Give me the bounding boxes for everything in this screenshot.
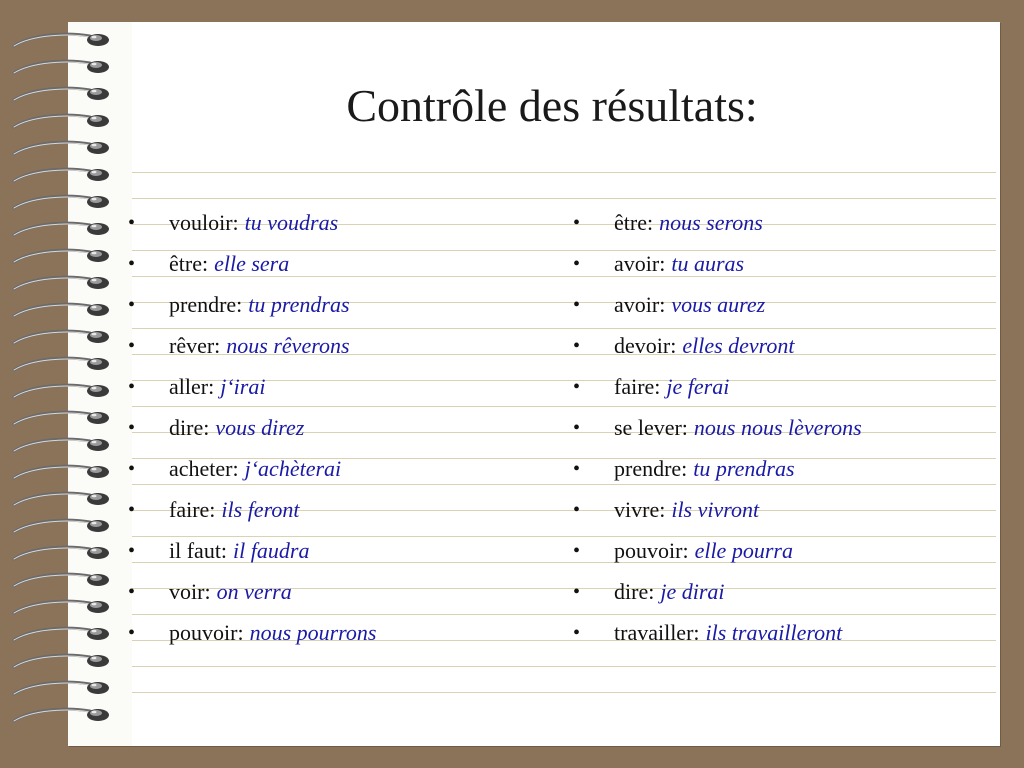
future-tense-answer: tu voudras [244,210,339,235]
spiral-coil-icon [12,705,112,725]
list-item [128,245,558,286]
list-item [573,491,993,532]
verb-label: avoir: [614,251,666,276]
bullet-icon: • [573,417,581,439]
future-tense-answer: tu prendras [248,292,350,317]
spiral-coil-icon [12,30,112,50]
verb-label: aller: [169,374,215,399]
right-answer-list [573,204,993,655]
bullet-icon: • [573,335,581,357]
future-tense-answer: elle sera [214,251,290,276]
list-item [573,368,993,409]
bullet-icon: • [128,622,136,644]
rule-line [132,172,996,173]
future-tense-answer: j‘achèterai [244,456,342,481]
list-item [128,532,558,573]
list-item [573,532,993,573]
verb-label: faire: [614,374,661,399]
future-tense-answer: elle pourra [694,538,793,563]
list-item [128,614,558,655]
list-item [128,409,558,450]
list-item [128,450,558,491]
spiral-coil-icon [12,327,112,347]
verb-label: prendre: [169,292,243,317]
future-tense-answer: ils feront [221,497,300,522]
verb-label: devoir: [614,333,677,358]
left-answer-list [128,204,558,655]
verb-label: avoir: [614,292,666,317]
spiral-coil-icon [12,435,112,455]
bullet-icon: • [573,540,581,562]
bullet-icon: • [128,499,136,521]
list-item [573,327,993,368]
verb-label: dire: [614,579,655,604]
future-tense-answer: nous pourrons [249,620,377,645]
future-tense-answer: nous nous lèverons [693,415,862,440]
spiral-coil-icon [12,597,112,617]
bullet-icon: • [128,212,136,234]
bullet-icon: • [573,622,581,644]
rule-line [132,666,996,667]
list-item [128,327,558,368]
bullet-icon: • [128,376,136,398]
list-item [573,286,993,327]
verb-label: travailler: [614,620,700,645]
future-tense-answer: il faudra [233,538,310,563]
spiral-coil-icon [12,354,112,374]
bullet-icon: • [128,335,136,357]
bullet-icon: • [128,540,136,562]
list-item [573,573,993,614]
verb-label: vouloir: [169,210,239,235]
future-tense-answer: on verra [216,579,292,604]
future-tense-answer: vous direz [215,415,305,440]
spiral-coil-icon [12,57,112,77]
verb-label: rêver: [169,333,221,358]
bullet-icon: • [128,581,136,603]
verb-label: vivre: [614,497,666,522]
spiral-coil-icon [12,219,112,239]
spiral-coil-icon [12,246,112,266]
future-tense-answer: nous serons [659,210,763,235]
bullet-icon: • [573,376,581,398]
bullet-icon: • [573,581,581,603]
verb-label: voir: [169,579,211,604]
spiral-coil-icon [12,651,112,671]
spiral-coil-icon [12,408,112,428]
verb-label: il faut: [169,538,228,563]
bullet-icon: • [573,212,581,234]
verb-label: être: [169,251,209,276]
future-tense-answer: je ferai [666,374,730,399]
verb-label: pouvoir: [169,620,244,645]
future-tense-answer: ils vivront [671,497,760,522]
list-item [128,204,558,245]
future-tense-answer: j‘irai [220,374,266,399]
verb-label: prendre: [614,456,688,481]
bullet-icon: • [573,499,581,521]
bullet-icon: • [128,294,136,316]
future-tense-answer: nous rêverons [226,333,350,358]
future-tense-answer: tu auras [671,251,745,276]
list-item [573,204,993,245]
verb-label: être: [614,210,654,235]
list-item [128,573,558,614]
list-item [573,245,993,286]
rule-line [132,692,996,693]
spiral-coil-icon [12,624,112,644]
spiral-coil-icon [12,138,112,158]
spiral-coil-icon [12,489,112,509]
spiral-coil-icon [12,111,112,131]
list-item [573,450,993,491]
future-tense-answer: je dirai [660,579,725,604]
future-tense-answer: elles devront [682,333,795,358]
spiral-coil-icon [12,84,112,104]
bullet-icon: • [573,253,581,275]
spiral-coil-icon [12,165,112,185]
verb-label: acheter: [169,456,239,481]
spiral-coil-icon [12,543,112,563]
spiral-coil-icon [12,273,112,293]
spiral-coil-icon [12,678,112,698]
verb-label: pouvoir: [614,538,689,563]
rule-line [132,198,996,199]
future-tense-answer: tu prendras [693,456,795,481]
list-item [573,614,993,655]
bullet-icon: • [128,417,136,439]
bullet-icon: • [573,458,581,480]
list-item [128,491,558,532]
spiral-coil-icon [12,300,112,320]
spiral-coil-icon [12,381,112,401]
page-title: Contrôle des résultats: [346,80,758,131]
list-item [128,286,558,327]
verb-label: dire: [169,415,210,440]
list-item [128,368,558,409]
future-tense-answer: ils travailleront [705,620,843,645]
verb-label: faire: [169,497,216,522]
future-tense-answer: vous aurez [671,292,766,317]
bullet-icon: • [128,458,136,480]
verb-label: se lever: [614,415,688,440]
spiral-coil-icon [12,462,112,482]
bullet-icon: • [128,253,136,275]
bullet-icon: • [573,294,581,316]
spiral-coil-icon [12,192,112,212]
spiral-coil-icon [12,570,112,590]
list-item [573,409,993,450]
spiral-coil-icon [12,516,112,536]
